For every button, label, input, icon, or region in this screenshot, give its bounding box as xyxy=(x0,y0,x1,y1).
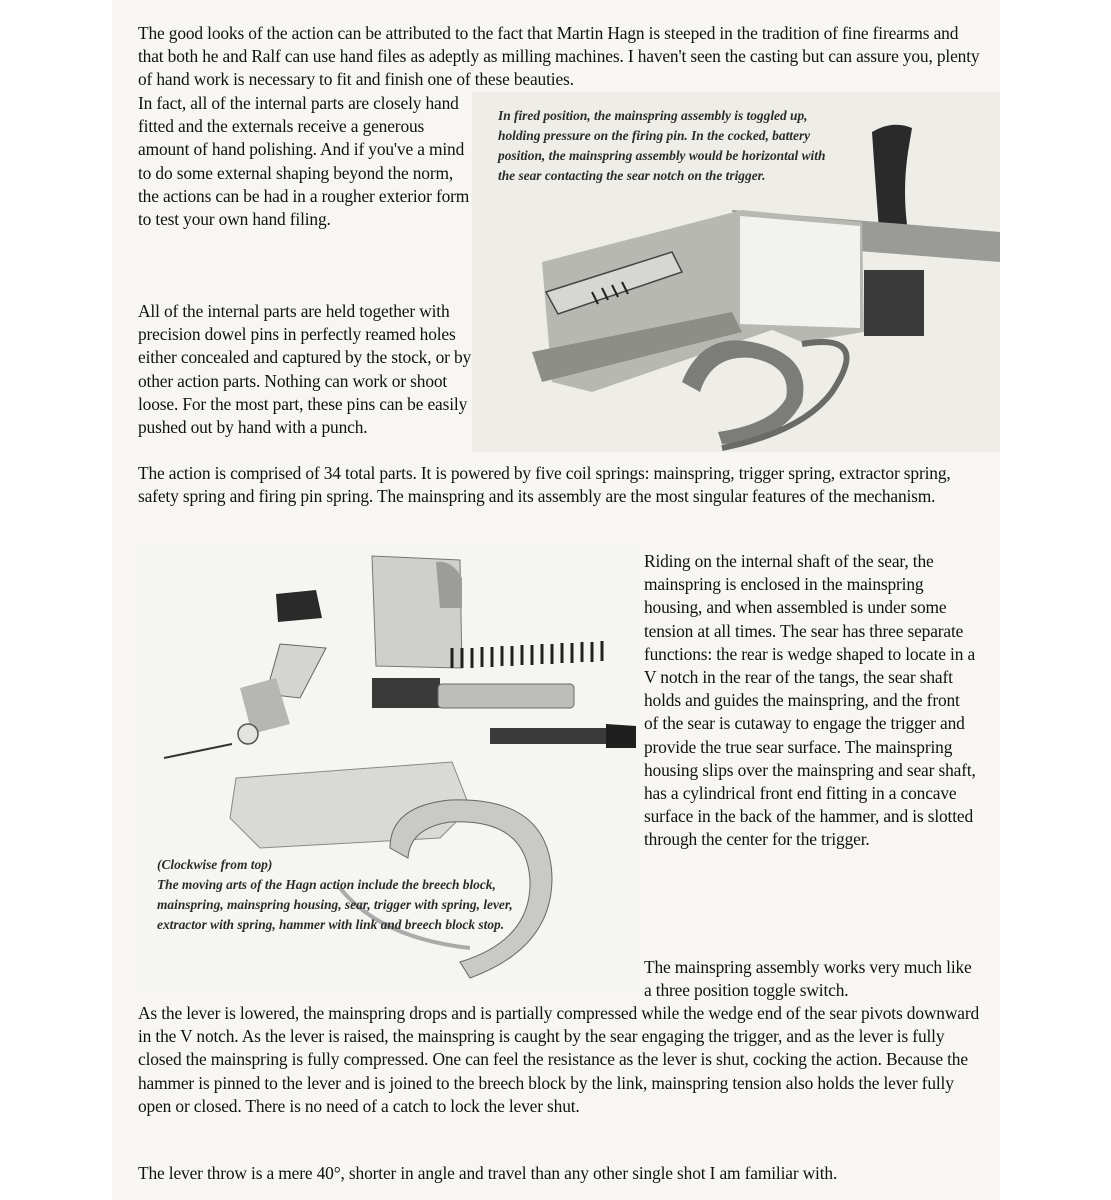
parts-caption-heading: (Clockwise from top) xyxy=(157,857,273,872)
parts-photo xyxy=(140,548,640,988)
paragraph-lever-operation: As the lever is lowered, the mainspring drops and is partially compressed while the wedge end of the sear pivots downward in the V notch. As the lever is raised, the mainspring is caught by the sear engaging the trigger, and as the lever is fully closed the mainspring is fully compressed. One can feel the resistance as the lever is shut, cocking the action. Because the hammer is pinned to the lever and is joined to the breech block by the link, mainspring tension also holds the lever fully open or closed. There is no need of a catch to lock the lever shut. xyxy=(138,1003,980,1116)
paragraph-intro: The good looks of the action can be attributed to the fact that Martin Hagn is steeped in the tradition of fine firearms and that both he and Ralf can use hand files as adeptly as milling machines. I haven't seen the casting but can assure you, plenty of hand work is necessary to fit and finish one of these beauties. xyxy=(138,23,980,90)
fired-position-photo xyxy=(472,92,1000,452)
fired-position-caption: In fired position, the mainspring assembly is toggled up, holding pressure on the firing pin. In the cocked, battery position, the mainspring assembly would be horizontal with the sear contacting the sear notch on the trigger. xyxy=(498,108,826,183)
parts-caption: The moving arts of the Hagn action include the breech block, mainspring, mainspring housing, sear, trigger with spring, lever, extractor with spring, hammer with link and breech block stop. xyxy=(157,877,513,932)
paragraph-lever-throw: The lever throw is a mere 40°, shorter in angle and travel than any other single shot I am familiar with. xyxy=(138,1163,838,1183)
paragraph-parts-count: The action is comprised of 34 total parts. It is powered by five coil springs: mainspring, trigger spring, extractor spring, safety spring and firing pin spring. The mainspring and its assembly are the most singular features of the mechanism. xyxy=(138,463,951,507)
paragraph-dowel-pins: All of the internal parts are held together with precision dowel pins in perfectly reamed holes either concealed and captured by the stock, or by other action parts. Nothing can work or shoot loose. For the most part, these pins can be easily pushed out by hand with a punch. xyxy=(138,301,472,438)
paragraph-sear-functions: Riding on the internal shaft of the sear, the mainspring is enclosed in the mainspring housing, and when assembled is under some tension at all times. The sear has three separate functions: the rear is wedge shaped to locate in a V notch in the rear of the tangs, the sear shaft holds and guides the mainspring, and the front of the sear is cutaway to engage the trigger and provide the true sear surface. The mainspring housing slips over the mainspring and sear shaft, has a cylindrical front end fitting in a concave surface in the back of the hammer, and is slotted through the center for the trigger. xyxy=(644,551,976,850)
paragraph-toggle-switch: The mainspring assembly works very much like a three position toggle switch. xyxy=(644,957,972,1001)
paragraph-hand-fitting: In fact, all of the internal parts are closely hand fitted and the externals receive a generous amount of hand polishing. And if you've a mind to do some external shaping beyond the norm, the actions can be had in a rougher exterior form to test your own hand filing. xyxy=(138,93,470,230)
